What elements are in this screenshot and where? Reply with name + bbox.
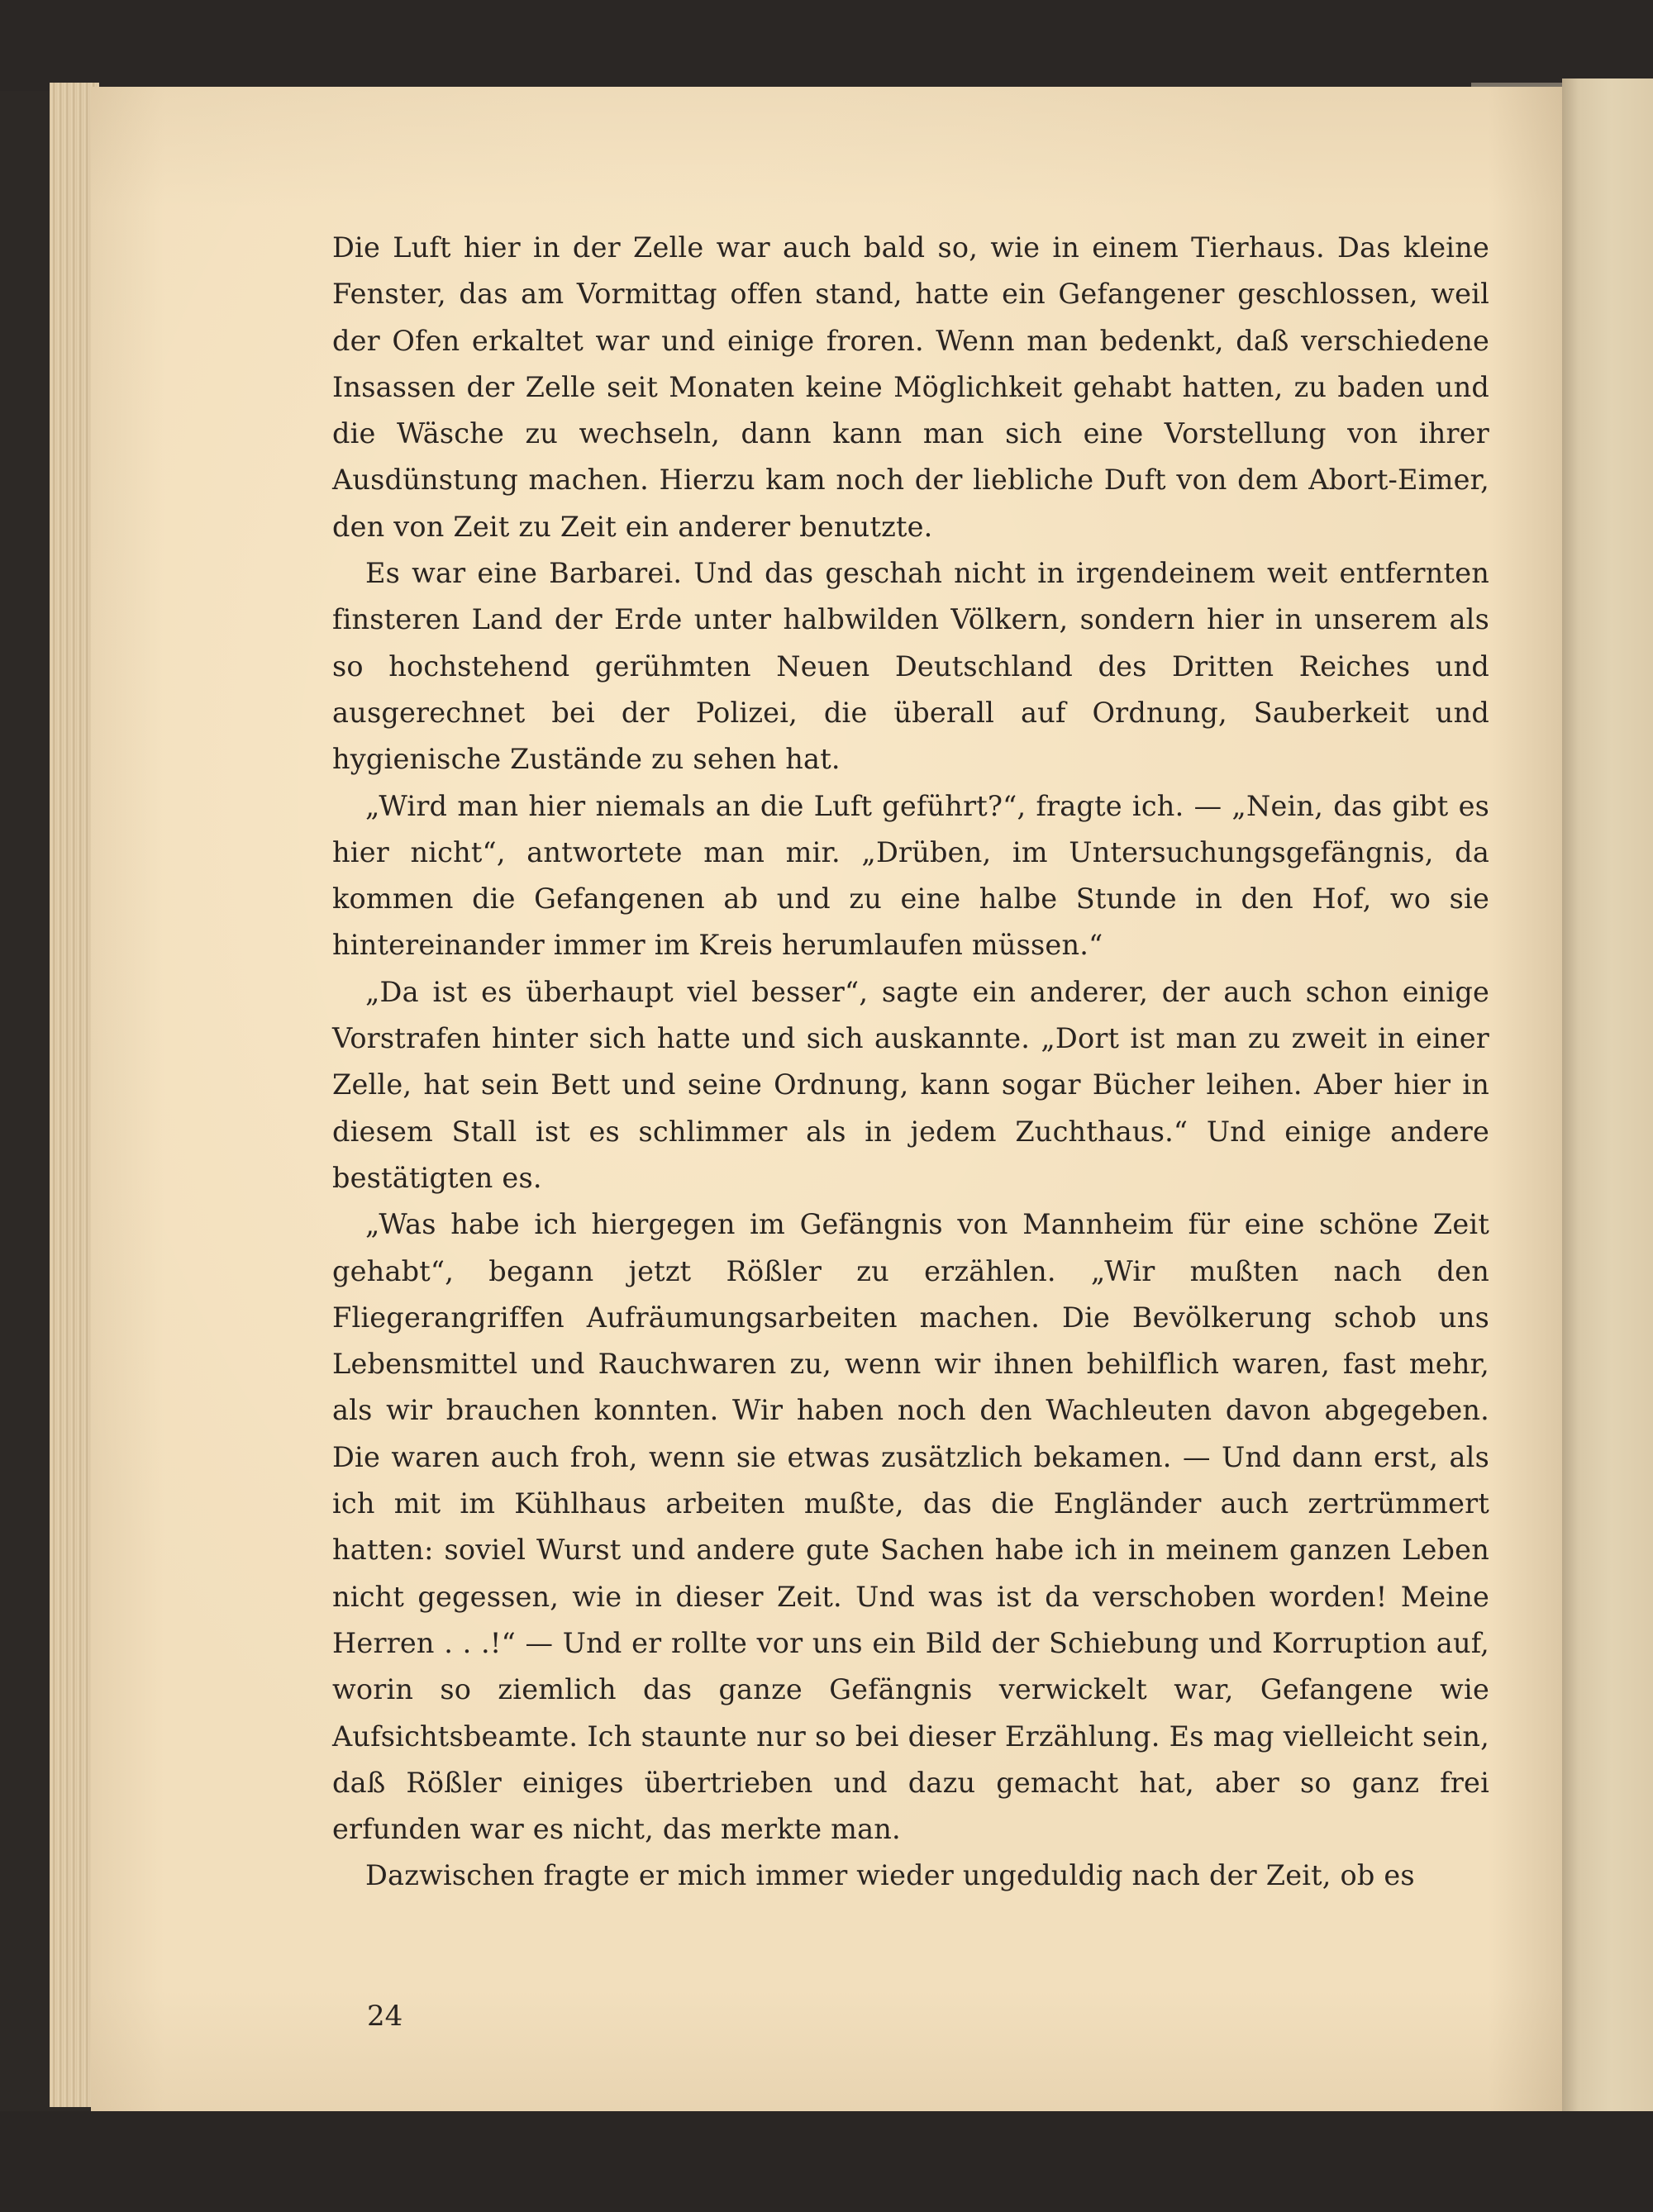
page-number: 24 bbox=[367, 2000, 403, 2033]
paragraph: „Was habe ich hiergegen im Gefängnis von Mannheim für eine schöne Zeit gehabt“, begann jetzt Rößler zu erzählen. „Wir mußten nach den Fliegerangriffen Aufräumungsarbeiten machen. Die Bevölkerung schob uns Lebensmittel und Rauchwaren zu, wenn wir ihnen behilflich waren, fast mehr, als wir brauchen konnten. Wir haben noch den Wachleuten davon abgegeben. Die waren auch froh, wenn sie etwas zusätzlich bekamen. — Und dann erst, als ich mit im Kühlhaus arbeiten mußte, das die Engländer auch zertrümmert hatten: soviel Wurst und andere gute Sachen habe ich in meinem ganzen Leben nicht gegessen, wie in dieser Zeit. Und was ist da verschoben worden! Meine Herren . . .!“ — Und er rollte vor uns ein Bild der Schiebung und Korruption auf, worin so ziemlich das ganze Gefängnis verwickelt war, Gefangene wie Aufsichtsbeamte. Ich staunte nur so bei dieser Erzählung. Es mag vielleicht sein, daß Rößler einiges übertrieben und dazu gemacht hat, aber so ganz frei erfunden war es nicht, das merkte man. bbox=[332, 1208, 1489, 1846]
facing-page-edge bbox=[1562, 78, 1653, 2212]
paragraph: „Wird man hier niemals an die Luft geführt?“, fragte ich. — „Nein, das gibt es hier nicht“, antwortete man mir. „Drüben, im Untersuchungsgefängnis, da kommen die Gefangenen ab und zu eine halbe Stunde in den Hof, wo sie hintereinander immer im Kreis herumlaufen müssen.“ bbox=[332, 789, 1489, 962]
body-text bbox=[332, 225, 1489, 1900]
paragraph: „Da ist es überhaupt viel besser“, sagte ein anderer, der auch schon einige Vorstrafen hinter sich hatte und sich auskannte. „Dort ist man zu zweit in einer Zelle, hat sein Bett und seine Ordnung, kann sogar Bücher leihen. Aber hier in diesem Stall ist es schlimmer als in jedem Zuchthaus.“ Und einige andere bestätigten es. bbox=[332, 975, 1489, 1194]
scan-background-top bbox=[0, 0, 1653, 91]
scan-background-bottom bbox=[0, 2111, 1653, 2212]
paragraph: Die Luft hier in der Zelle war auch bald so, wie in einem Tierhaus. Das kleine Fenster, das am Vormittag offen stand, hatte ein Gefangener geschlossen, weil der Ofen erkaltet war und einige froren. Wenn man bedenkt, daß verschiedene Insassen der Zelle seit Monaten keine Möglichkeit gehabt hatten, zu baden und die Wäsche zu wechseln, dann kann man sich eine Vorstellung von ihrer Ausdünstung machen. Hierzu kam noch der liebliche Duft von dem Abort-Eimer, den von Zeit zu Zeit ein anderer benutzte. bbox=[332, 231, 1489, 543]
book-page bbox=[91, 87, 1562, 2111]
paragraph: Dazwischen fragte er mich immer wieder ungeduldig nach der Zeit, ob es bbox=[365, 1859, 1415, 1892]
paragraph: Es war eine Barbarei. Und das geschah nicht in irgendeinem weit entfernten finsteren Land der Erde unter halbwilden Völkern, sondern hier in unserem als so hochstehend gerühmten Neuen Deutschland des Dritten Reiches und ausgerechnet bei der Polizei, die überall auf Ordnung, Sauberkeit und hygienische Zustände zu sehen hat. bbox=[332, 557, 1489, 776]
